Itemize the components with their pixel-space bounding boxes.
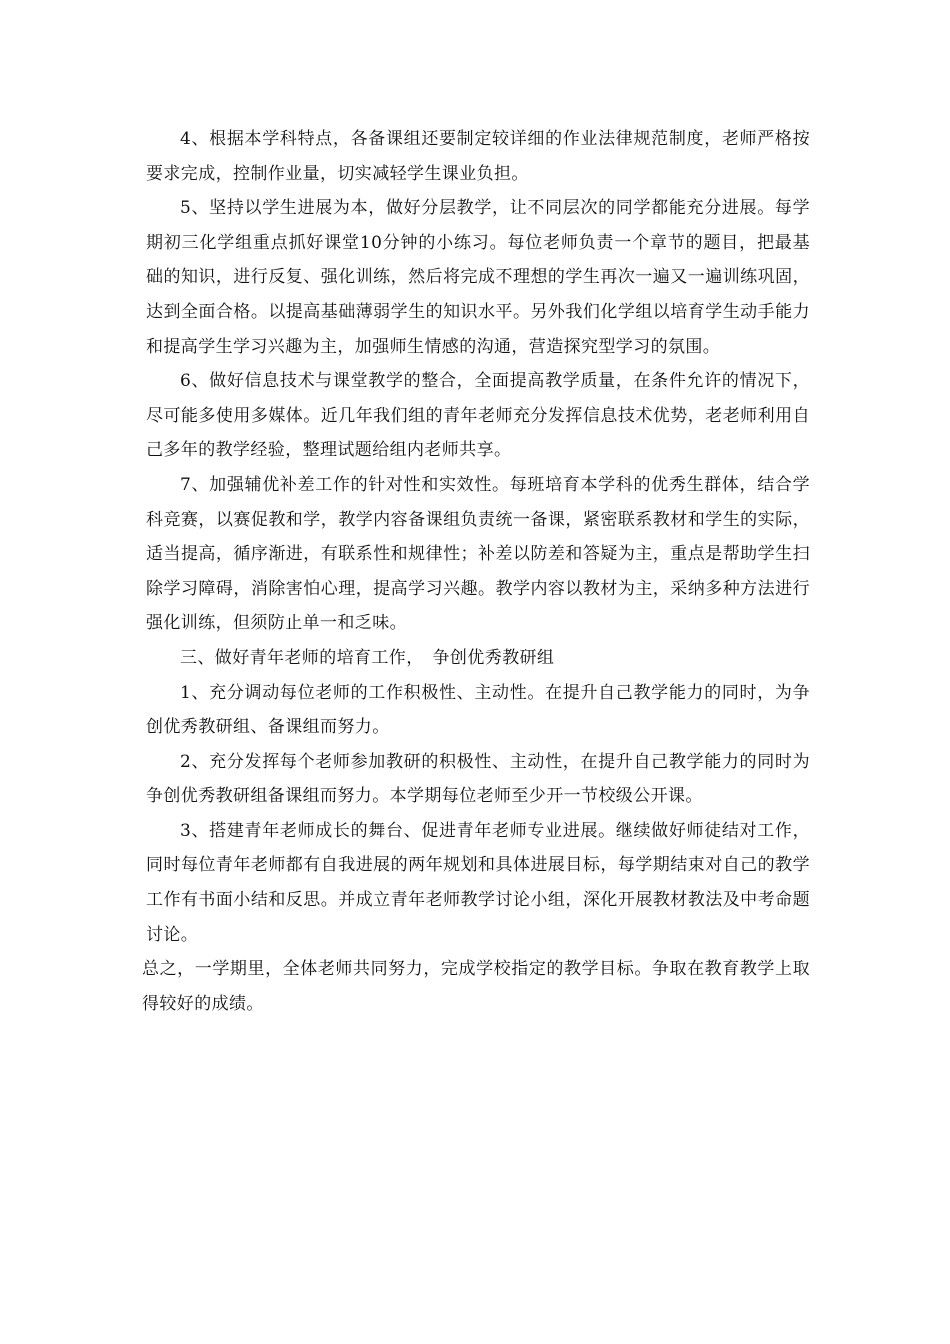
section-heading-young-teachers: 三、做好青年老师的培育工作， 争创优秀教研组 xyxy=(180,647,555,668)
paragraph-it-integration: 6、做好信息技术与课堂教学的整合，全面提高教学质量，在条件允许的情况下，尽可能多使用多媒体。近几年我们组的青年老师充分发挥信息技术优势，老老师利用自己多年的教学经验，整理试题给组内老师共享。 xyxy=(146,371,810,461)
paragraph-motivation: 1、充分调动每位老师的工作积极性、主动性。在提升自己教学能力的同时，为争创优秀教研组、备课组而努力。 xyxy=(146,682,810,738)
paragraph-summary: 总之，一学期里，全体老师共同努力，完成学校指定的教学目标。争取在教育教学上取得较好的成绩。 xyxy=(142,959,810,1014)
paragraph-layered-teaching: 5、坚持以学生进展为本，做好分层教学，让不同层次的同学都能充分进展。每学期初三化学组重点抓好课堂10分钟的小练习。每位老师负责一个章节的题目，把最基础的知识，进行反复、强化训练，然后将完成不理想的学生再次一遍又一遍训练巩固，达到全面合格。以提高基础薄弱学生的知识水平。另外我们化学组以培育学生动手能力和提高学生学习兴趣为主，加强师生情感的沟通，营造探究型学习的氛围。 xyxy=(146,198,810,357)
paragraph-research-participation: 2、充分发挥每个老师参加教研的积极性、主动性，在提升自己教学能力的同时为争创优秀教研组备课组而努力。本学期每位老师至少开一节校级公开课。 xyxy=(146,751,810,807)
paragraph-mentoring: 3、搭建青年老师成长的舞台、促进青年老师专业进展。继续做好师徒结对工作，同时每位青年老师都有自我进展的两年规划和具体进展目标，每学期结束对自己的教学工作有书面小结和反思。并成立青年老师教学讨论小组，深化开展教材教法及中考命题讨论。 xyxy=(146,820,810,945)
paragraph-tutoring: 7、加强辅优补差工作的针对性和实效性。每班培育本学科的优秀生群体，结合学科竞赛，以赛促教和学，教学内容备课组负责统一备课，紧密联系教材和学生的实际，适当提高，循序渐进，有联系性和规律性；补差以防差和答疑为主，重点是帮助学生扫除学习障碍，消除害怕心理，提高学习兴趣。教学内容以教材为主，采纳多种方法进行强化训练，但须防止单一和乏味。 xyxy=(146,474,810,634)
paragraph-homework-rules: 4、根据本学科特点，各备课组还要制定较详细的作业法律规范制度，老师严格按要求完成，控制作业量，切实减轻学生课业负担。 xyxy=(146,129,810,184)
